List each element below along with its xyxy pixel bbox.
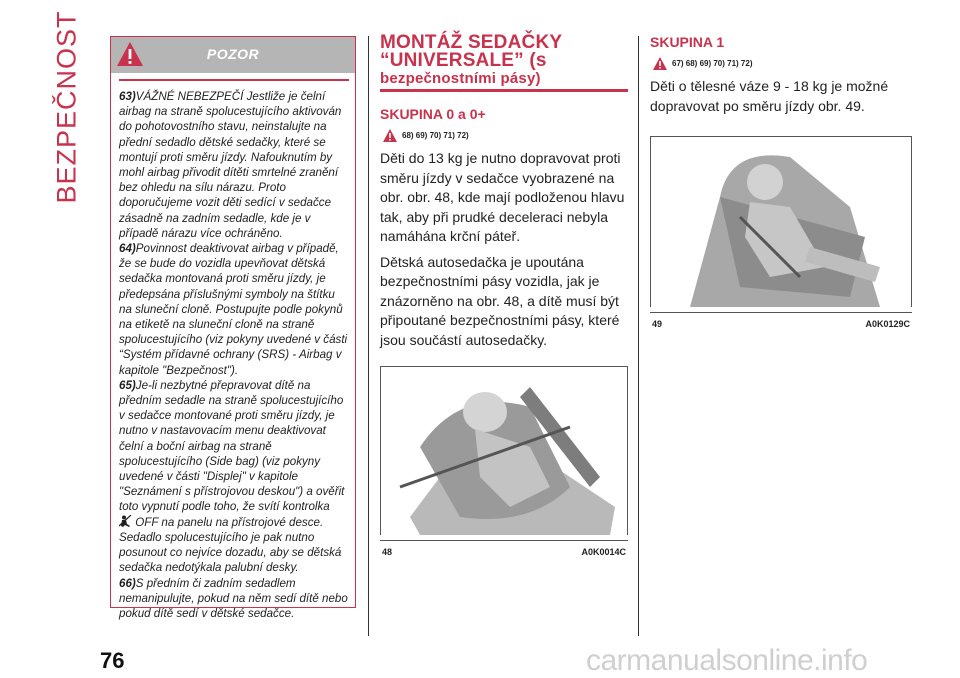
warning-item: OFF na panelu na přístrojové desce. Sedadlo spolucestujícího je pak nutno posunout co nejvíce dozadu, aby se dětská sedačka nedotýkala palubní desky. xyxy=(119,515,342,575)
warning-refs: 68) 69) 70) 71) 72) xyxy=(380,128,628,143)
paragraph: Děti o tělesné váze 9 - 18 kg je možné dopravovat po směru jízdy obr. 49. xyxy=(650,78,889,114)
figure-caption: 49 A0K0129C xyxy=(652,319,910,329)
warning-triangle-icon xyxy=(382,128,398,143)
page-number: 76 xyxy=(100,648,125,673)
section-label: BEZPEČNOST xyxy=(51,10,82,204)
warning-box xyxy=(110,36,356,620)
section-heading: MONTÁŽ SEDAČKY “UNIVERSALE” (s bezpečnostními pásy) xyxy=(380,34,628,92)
child-seat-image xyxy=(650,137,912,307)
airbag-off-icon xyxy=(119,515,132,527)
infant-carrier-image xyxy=(380,367,628,535)
warning-item: 65)Je-li nezbytné přepravovat dítě na předním sedadle na straně spolucestujícího v sedačce montované proti směru jízdy, je nutno v nastavovacím menu deaktivovat čelní a boční airbag na straně spolucestujícího (Side bag) (viz pokyny uvedené v části "Displej" v kapitole "Seznámení s přístrojovou deskou") a ověřit toto vypnutí podle toho, že svítí kontrolka xyxy=(119,378,345,514)
warning-refs: 67) 68) 69) 70) 71) 72) xyxy=(650,56,912,71)
warning-triangle-icon xyxy=(652,56,668,71)
column-group-1 xyxy=(650,34,912,329)
column-divider xyxy=(368,36,369,636)
warning-box-header xyxy=(111,37,355,73)
group-heading: SKUPINA 0 a 0+ xyxy=(380,106,486,122)
warning-body xyxy=(111,81,355,621)
warning-title: POZOR xyxy=(206,46,260,62)
figure-caption: 48 A0K0014C xyxy=(382,547,626,557)
column-divider xyxy=(638,36,639,636)
column-universal-seat xyxy=(380,34,628,557)
warning-item: 64)Povinnost deaktivovat airbag v případě, že se bude do vozidla upevňovat dětská sedačka montovaná proti směru jízdy, je předepsána příslušnými symboly na štítku na sluneční cloně. Postupujte podle pokynů na etiketě na sluneční cloně na straně spolucestujícího (viz pokyny uvedené v části “Systém přídavné ochrany (SRS) - Airbag v kapitole "Bezpečnost"). xyxy=(119,242,348,377)
warning-item: 66)S předním či zadním sedadlem nemanipulujte, pokud na něm sedí dítě nebo pokud dítě sedí v dětské sedačce. xyxy=(119,576,348,620)
warning-item: 63)VÁŽNÉ NEBEZPEČÍ Jestliže je čelní airbag na straně spolucestujícího aktivován do pohotovostního stavu, neinstalujte na přední sedadlo dětské sedačky, které se montují proti směru jízdy. Nafouknutím by mohl airbag přivodit dítěti smrtelné zranění bez ohledu na sílu nárazu. Proto doporučujeme vozit děti sedící v sedačce zásadně na zadním sedadle, kde je v případě nárazu více ochráněno. xyxy=(119,90,342,240)
group-heading: SKUPINA 1 xyxy=(650,34,725,50)
paragraph: Dětská autosedačka je upoutána bezpečnostními pásy vozidla, jak je znázorněno na obr. 48, a dítě musí být připoutané bezpečnostními pásy, které jsou součástí autosedačky. xyxy=(380,253,620,348)
figure-48 xyxy=(380,366,628,557)
paragraph: Děti do 13 kg je nutno dopravovat proti směru jízdy v sedačce vyobrazené na obr. obr. 48, kde mají podloženou hlavu tak, aby při prudké deceleraci nebyla namáhána krční páteř. xyxy=(380,150,625,244)
watermark: carmanualsonline.info xyxy=(586,644,868,677)
figure-49 xyxy=(650,136,912,329)
